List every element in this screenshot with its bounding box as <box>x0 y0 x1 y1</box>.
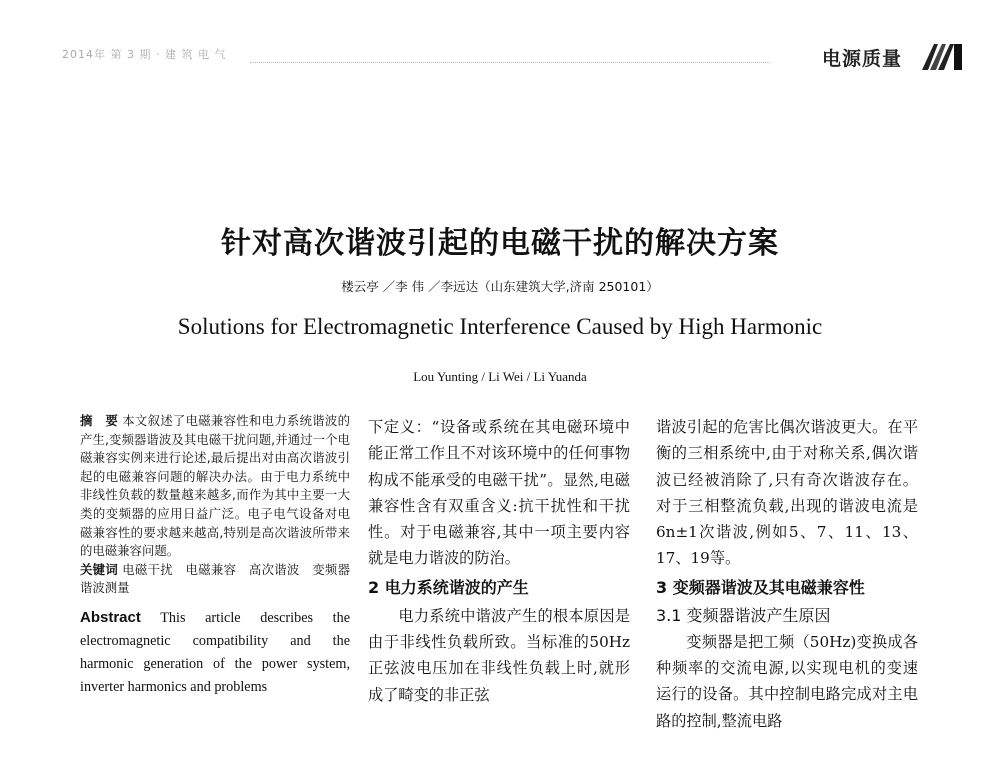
abstract-en-label: Abstract <box>80 608 141 626</box>
body-column-3 <box>656 414 918 734</box>
abstract-en-text: This article describes the electromagnetic compatibility and the harmonic generation of the power system, inverter harmonics and problems <box>80 609 350 695</box>
paragraph: 下定义：“设备或系统在其电磁环境中能正常工作且不对该环境中的任何事物构成不能承受的电磁干扰”。显然,电磁兼容性含有双重含义:抗干扰性和干扰性。对于电磁兼容,其中一项主要内容就是电力谐波的防治。 <box>368 418 630 568</box>
paragraph: 电力系统中谐波产生的根本原因是由于非线性负载所致。当标准的50Hz正弦波电压加在非线性负载上时,就形成了畸变的非正弦 <box>368 606 630 704</box>
authors-en: Lou Yunting / Li Wei / Li Yuanda <box>413 369 587 384</box>
keywords <box>80 561 363 598</box>
authors-cn: 楼云亭 ／李 伟 ／李远达（山东建筑大学,济南 250101） <box>341 279 659 294</box>
abstract-cn-text: 本文叙述了电磁兼容性和电力系统谐波的产生,变频器谐波及其电磁干扰问题,并通过一个电磁兼容实例来进行论述,最后提出对由高次谐波引起的电磁兼容问题的解决办法。由于电力系统中非线性负载的数量越来越多,而作为其中主要一大类的变频器的应用日益广泛。电子电气设备对电磁兼容性的要求越来越高,特别是高次谐波所带来的电磁兼容问题。 <box>80 413 350 559</box>
paragraph: 谐波引起的危害比偶次谐波更大。在平衡的三相系统中,由于对称关系,偶次谐波已经被消除了,只有奇次谐波存在。对于三相整流负载,出现的谐波电流是6n±1次谐波,例如5、7、11、13、17、19等。 <box>656 418 918 568</box>
body-column-2 <box>368 414 630 708</box>
keywords-label: 关键词 <box>80 561 119 577</box>
subsection-heading-3-1: 3.1 变频器谐波产生原因 <box>656 605 831 625</box>
header-divider <box>250 62 770 63</box>
article-title-en: Solutions for Electromagnetic Interference Caused by High Harmonic <box>177 314 823 339</box>
section-heading-2: 2 电力系统谐波的产生 <box>368 577 529 597</box>
abstract-en <box>80 606 350 699</box>
keywords-text: 电磁干扰 电磁兼容 高次谐波 变频器 谐波测量 <box>80 561 363 596</box>
running-header-journal: 2014年 第 3 期 · 建 筑 电 气 <box>62 48 227 61</box>
article-title-cn: 针对高次谐波引起的电磁干扰的解决方案 <box>221 226 779 261</box>
section-heading-3: 3 变频器谐波及其电磁兼容性 <box>656 577 865 597</box>
abstract-cn <box>80 412 350 561</box>
section-logo-icon <box>920 40 964 74</box>
abstract-column <box>80 412 363 699</box>
section-brand: 电源质量 <box>822 48 903 70</box>
paragraph: 变频器是把工频（50Hz)变换成各种频率的交流电源,以实现电机的变速运行的设备。其中控制电路完成对主电路的控制,整流电路 <box>656 632 918 730</box>
abstract-label: 摘 要 <box>80 413 119 428</box>
